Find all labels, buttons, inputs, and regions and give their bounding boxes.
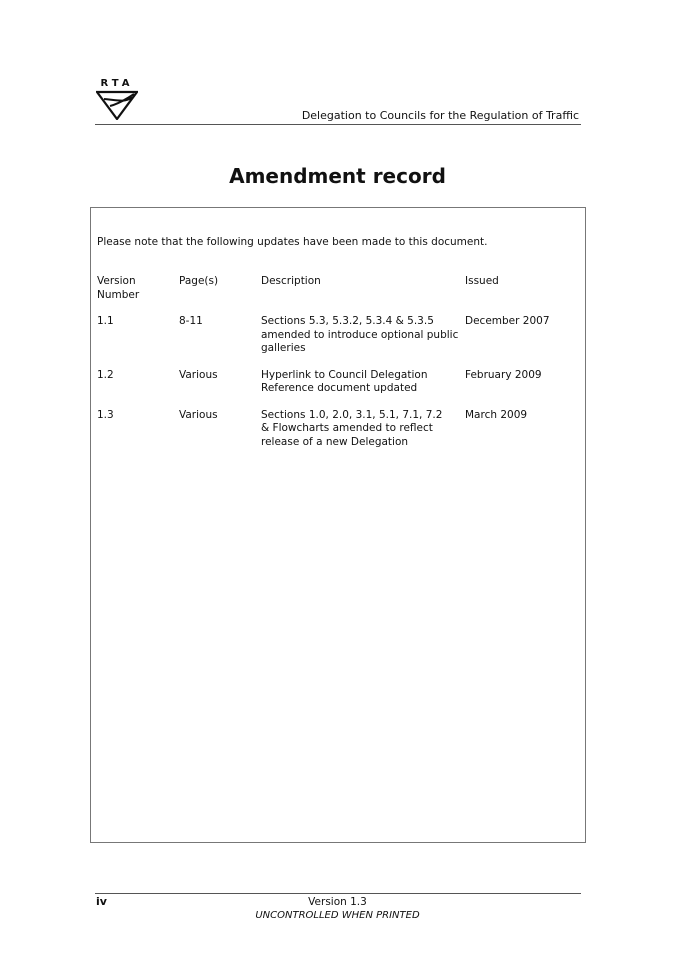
footer-control-notice: UNCONTROLLED WHEN PRINTED [255,910,420,921]
footer-version: Version 1.3 [308,896,367,908]
description-line: amended to introduce optional public [261,328,459,341]
cell-version: 1.1 [97,315,114,327]
column-header-version [97,275,179,315]
amendment-record-box [90,207,586,843]
description-line: Sections 5.3, 5.3.2, 5.3.4 & 5.3.5 [261,315,434,327]
cell-issued: March 2009 [465,408,528,421]
description-line: release of a new Delegation [261,435,409,448]
rta-logo [94,78,140,122]
column-header-pages: Page(s) [179,275,219,287]
amendment-table [97,275,583,462]
cell-version: 1.2 [97,368,114,381]
cell-pages: 8-11 [179,315,203,327]
description-line: Reference document updated [261,382,418,394]
description-line: Hyperlink to Council Delegation [261,368,428,381]
page-number: iv [96,895,107,908]
description-line: Sections 1.0, 2.0, 3.1, 5.1, 7.1, 7.2 [261,408,443,421]
table-header-row [97,275,583,315]
column-header-issued: Issued [465,275,499,287]
cell-version: 1.3 [97,408,114,421]
cell-issued: December 2007 [465,315,550,327]
description-line: galleries [261,342,306,354]
intro-text: Please note that the following updates have been made to this document. [97,236,488,248]
logo-wordmark: RTA [100,78,134,89]
cell-description [261,369,465,409]
description-line: & Flowcharts amended to reflect [261,422,433,434]
page-title: Amendment record [229,164,446,188]
cell-description [261,409,465,463]
footer-divider [95,893,581,894]
column-header-version-line1: Version [97,275,136,287]
header-divider [95,124,581,125]
table-row [97,315,583,369]
cell-issued: February 2009 [465,368,542,381]
table-row [97,409,583,463]
document-header-title: Delegation to Councils for the Regulation of Traffic [301,109,579,122]
column-header-version-line2: Number [97,288,140,301]
table-row [97,369,583,409]
cell-description [261,315,465,369]
rta-triangle-icon [96,90,138,120]
cell-pages: Various [179,408,218,421]
cell-pages: Various [179,368,218,381]
column-header-description: Description [261,275,321,287]
